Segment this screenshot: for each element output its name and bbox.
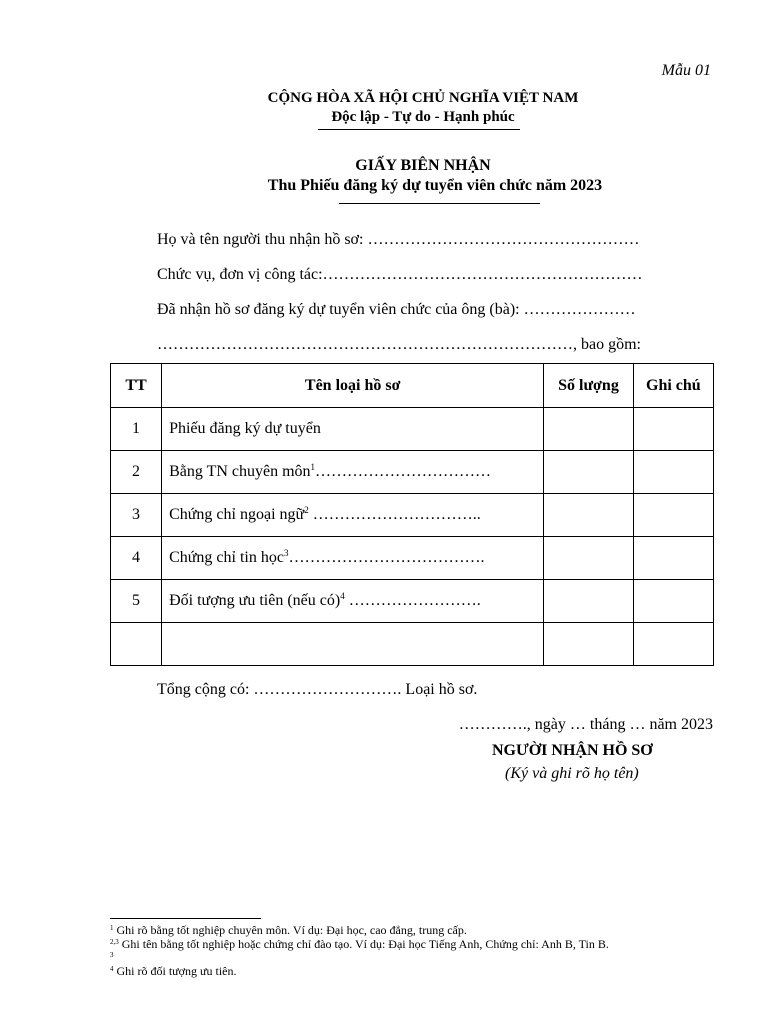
row-qty-cell [544,580,633,623]
received-from-line: Đã nhận hồ sơ đăng ký dự tuyển viên chức của ông (bà): ………………… [157,301,636,318]
row-dots: …………………………… [315,463,492,480]
row-dots: ……………………. [344,592,481,609]
row-note-cell [633,623,713,666]
footnote-text: Ghi rõ bằng tốt nghiệp chuyên môn. Ví dụ: Đại học, cao đẳng, trung cấp. [113,923,467,937]
table-header-row [111,364,714,408]
position-unit-line: Chức vụ, đơn vị công tác:…………………………………………………… [157,266,643,283]
row-qty-cell [544,537,633,580]
row-number [111,623,162,666]
row-name-text: Chứng chỉ ngoại ngữ [169,506,305,523]
documents-table [110,363,714,666]
row-name-text: Bằng TN chuyên môn [169,463,311,480]
row-name [162,494,544,537]
header-note: Ghi chú [633,364,713,408]
header-name: Tên loại hồ sơ [162,364,544,408]
footnote [110,950,114,965]
footnote-mark: 4 [110,965,114,973]
row-qty-cell [544,623,633,666]
row-qty-cell [544,451,633,494]
table-row [111,580,714,623]
table-row [111,408,714,451]
row-name-text: Đối tượng ưu tiên (nếu có) [169,592,341,609]
footnote-text: Ghi tên bằng tốt nghiệp hoặc chứng chỉ đào tạo. Ví dụ: Đại học Tiếng Anh, Chứng chỉ: Anh B, Tin B. [118,937,609,951]
table-row [111,494,714,537]
row-name [162,537,544,580]
row-name [162,408,544,451]
footnote [110,964,237,979]
form-code: Mẫu 01 [661,62,711,79]
footnote-separator [110,918,261,919]
footnote-mark: 3 [110,951,114,959]
receiver-name-line: Họ và tên người thu nhận hồ sơ: …………………………………………… [157,231,640,248]
row-qty-cell [544,408,633,451]
footnote [110,923,467,938]
row-dots: ………………………….. [308,506,481,523]
footnote [110,937,609,952]
footnote-text: Ghi rõ đối tượng ưu tiên. [113,964,237,978]
date-line: …………., ngày … tháng … năm 2023 [458,716,713,733]
document-title: GIẤY BIÊN NHẬN [355,157,491,174]
document-subtitle: Thu Phiếu đăng ký dự tuyển viên chức năm 2023 [267,177,603,194]
row-qty-cell [544,494,633,537]
motto-underline [318,129,520,130]
table-row [111,451,714,494]
table-row-empty [111,623,714,666]
continuation-line: ……………………………………………………………………, bao gồm: [157,336,641,353]
footnote-ref: 2 [304,505,309,515]
footnote-mark: 1 [110,924,114,932]
total-line: Tổng cộng có: ………………………. Loại hồ sơ. [157,681,478,698]
row-name [162,451,544,494]
row-number: 3 [111,494,162,537]
footnote-ref: 4 [340,591,345,601]
title-underline [339,203,540,204]
table-row [111,537,714,580]
footnote-ref: 3 [283,548,289,558]
row-name-text: Phiếu đăng ký dự tuyển [169,420,321,437]
row-dots: ………………………………. [288,549,485,566]
row-name-text: Chứng chỉ tin học [169,549,284,566]
row-note-cell [633,451,713,494]
signature-hint: (Ký và ghi rõ họ tên) [505,765,639,782]
footnote-ref: 1 [310,462,316,472]
row-number: 1 [111,408,162,451]
row-name [162,580,544,623]
row-number: 5 [111,580,162,623]
row-note-cell [633,580,713,623]
header-tt: TT [111,364,162,408]
header-qty: Số lượng [544,364,633,408]
motto-heading: Độc lập - Tự do - Hạnh phúc [331,109,515,125]
row-number: 4 [111,537,162,580]
receiver-title: NGƯỜI NHẬN HỒ SƠ [492,742,653,759]
row-number: 2 [111,451,162,494]
row-note-cell [633,408,713,451]
footnote-mark: 2,3 [110,938,119,946]
row-note-cell [633,537,713,580]
row-name [162,623,544,666]
row-note-cell [633,494,713,537]
nation-heading: CỘNG HÒA XÃ HỘI CHỦ NGHĨA VIỆT NAM [267,90,579,106]
